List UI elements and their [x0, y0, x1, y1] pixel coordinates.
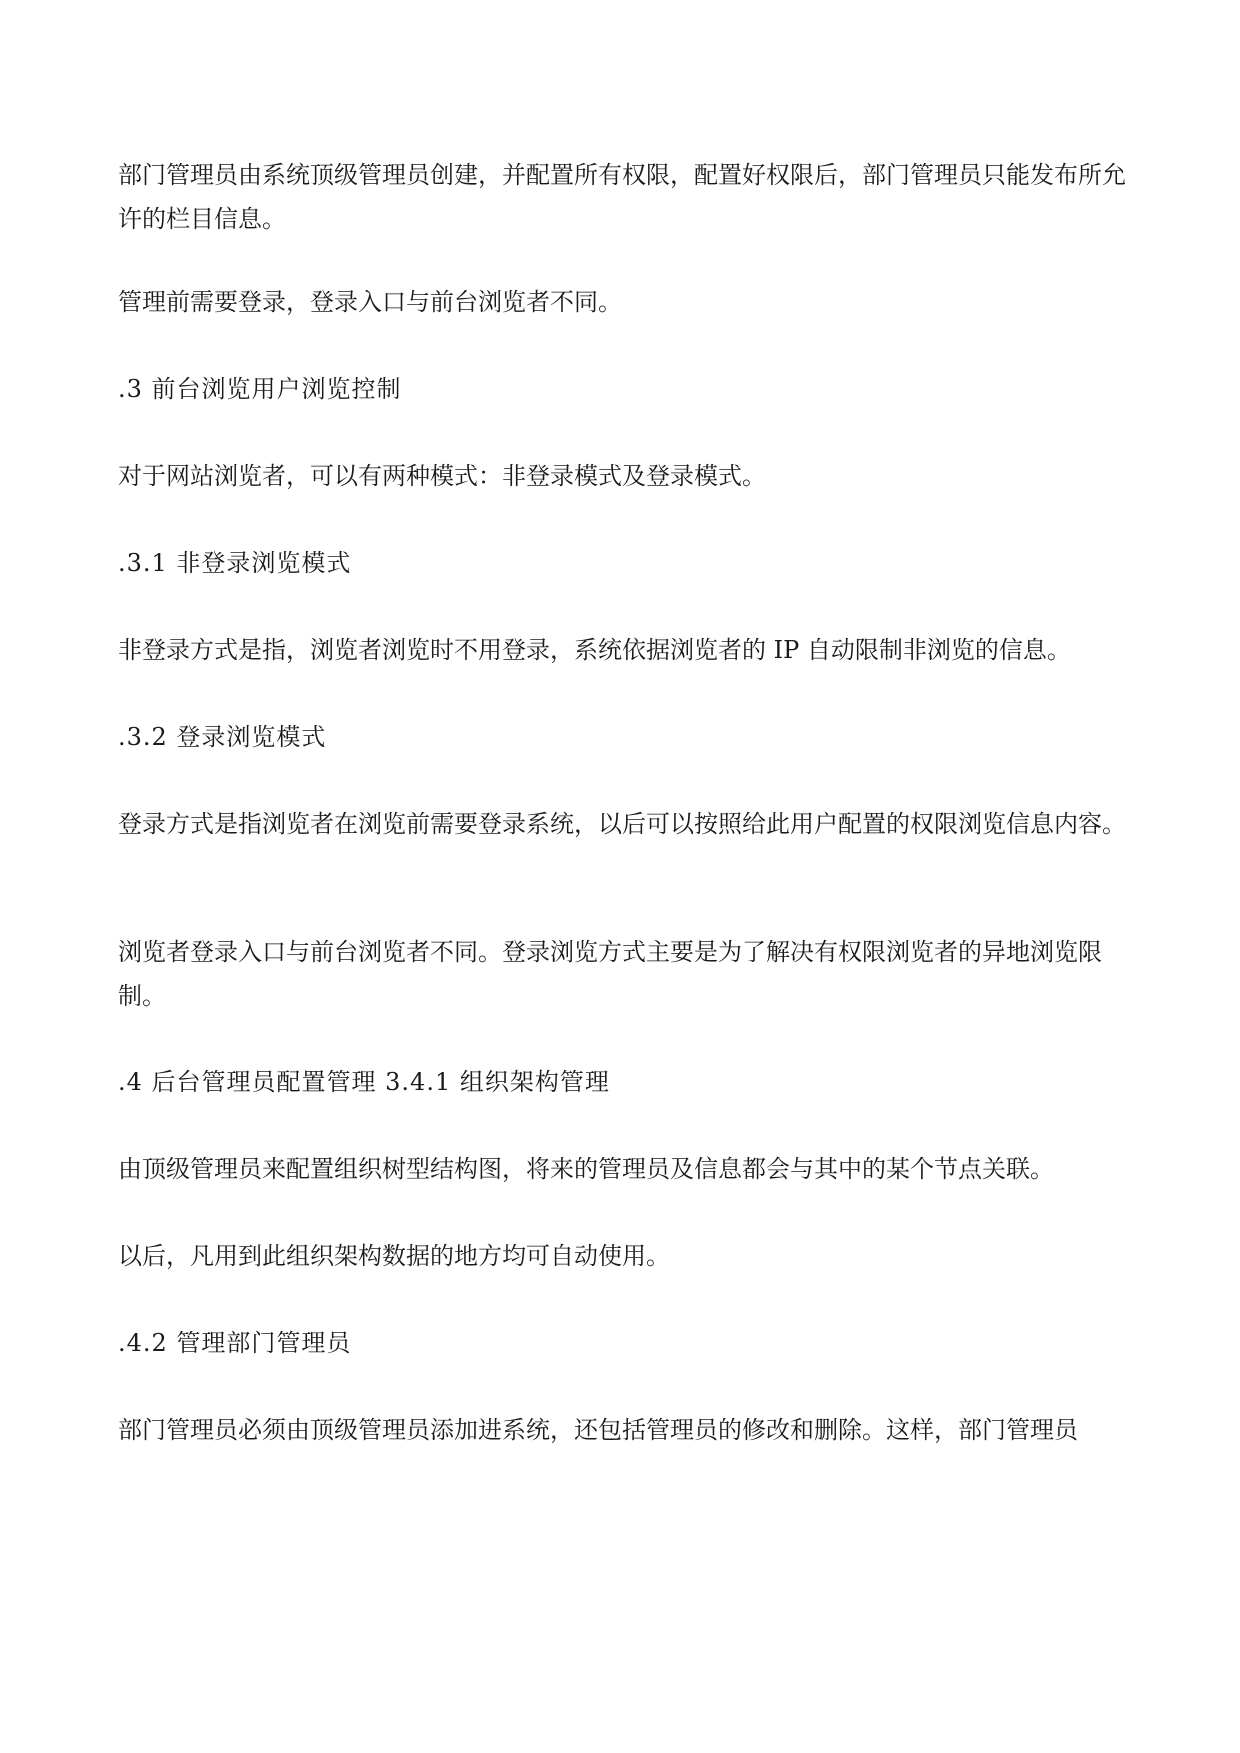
heading-3-2-login-mode: .3.2 登录浏览模式	[118, 723, 327, 751]
paragraph-dept-admin-management: 部门管理员必须由顶级管理员添加进系统，还包括管理员的修改和删除。这样，部门管理员	[118, 1416, 1078, 1444]
heading-4-backend-admin-config: .4 后台管理员配置管理 3.4.1 组织架构管理	[118, 1068, 610, 1096]
paragraph-org-data-reuse: 以后，凡用到此组织架构数据的地方均可自动使用。	[118, 1242, 670, 1270]
paragraph-login-entry-purpose: 浏览者登录入口与前台浏览者不同。登录浏览方式主要是为了解决有权限浏览者的异地浏览限制。	[118, 938, 1102, 1010]
heading-3-1-non-login-mode: .3.1 非登录浏览模式	[118, 549, 352, 577]
heading-3-frontend-browse-control: .3 前台浏览用户浏览控制	[118, 375, 402, 403]
heading-4-2-manage-dept-admins: .4.2 管理部门管理员	[118, 1329, 352, 1357]
paragraph-dept-admin-creation: 部门管理员由系统顶级管理员创建，并配置所有权限，配置好权限后，部门管理员只能发布所允许的栏目信息。	[118, 161, 1126, 233]
paragraph-login-definition: 登录方式是指浏览者在浏览前需要登录系统，以后可以按照给此用户配置的权限浏览信息内容。	[118, 810, 1126, 838]
paragraph-org-tree-config: 由顶级管理员来配置组织树型结构图，将来的管理员及信息都会与其中的某个节点关联。	[118, 1155, 1054, 1183]
paragraph-login-requirement: 管理前需要登录，登录入口与前台浏览者不同。	[118, 288, 622, 316]
paragraph-browse-modes: 对于网站浏览者，可以有两种模式：非登录模式及登录模式。	[118, 462, 766, 490]
paragraph-non-login-definition: 非登录方式是指，浏览者浏览时不用登录，系统依据浏览者的 IP 自动限制非浏览的信息。	[118, 636, 1071, 664]
